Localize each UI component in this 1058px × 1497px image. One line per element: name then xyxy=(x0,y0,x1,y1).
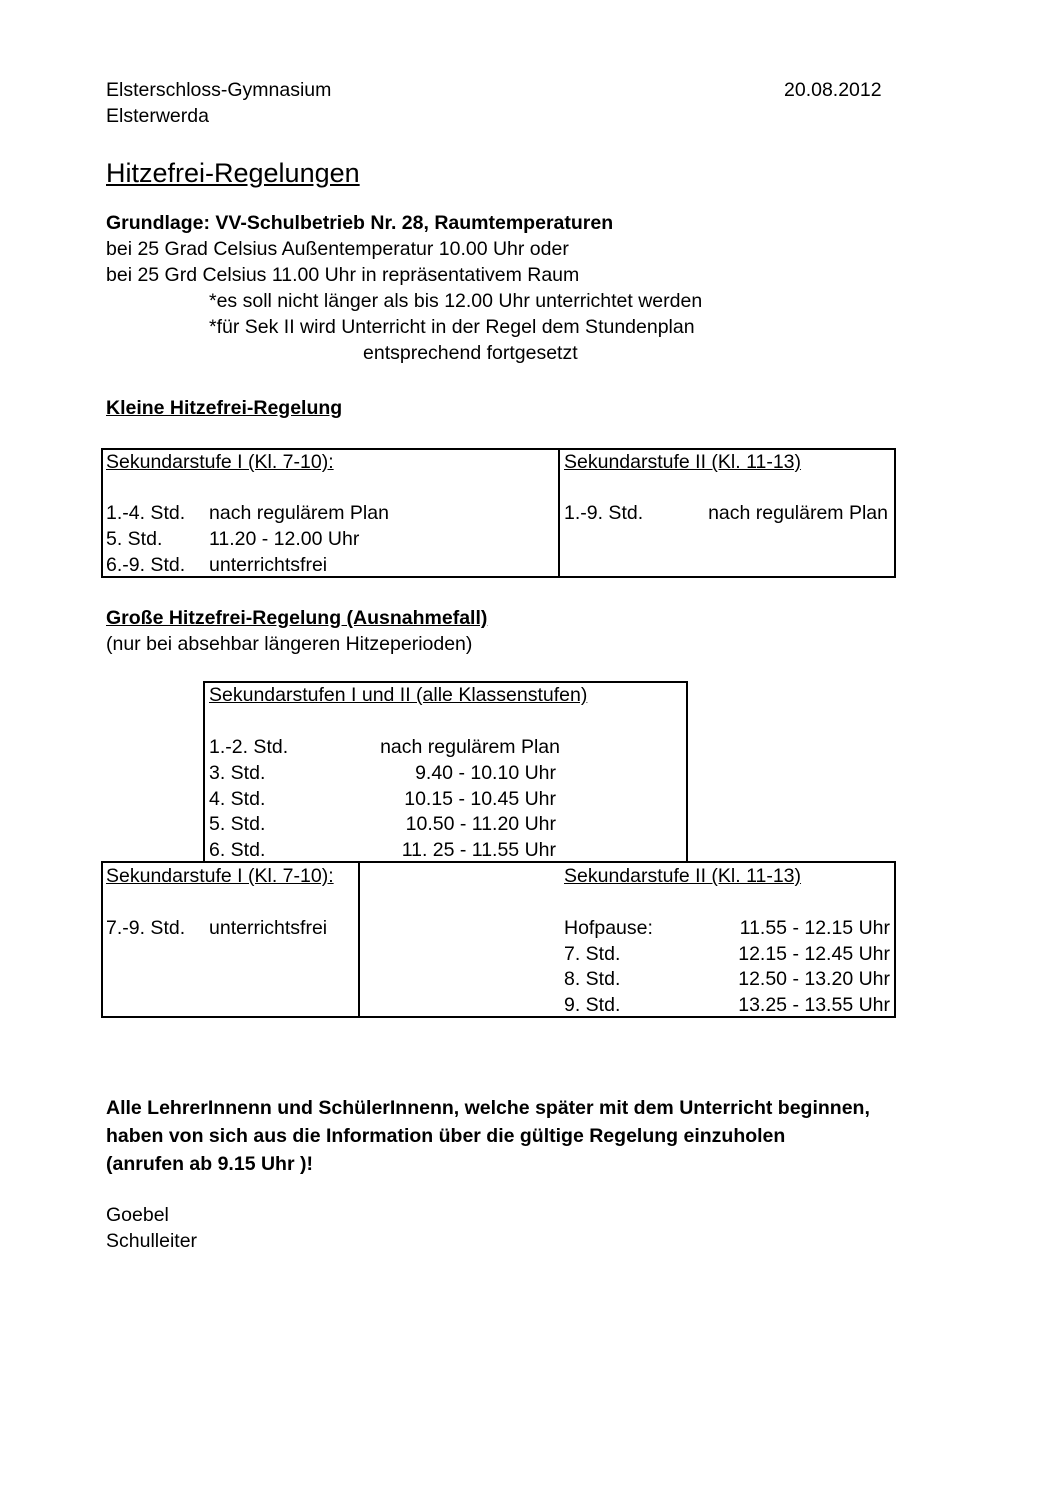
large-common-value: 10.50 - 11.20 Uhr xyxy=(405,813,556,835)
small-sek2-title: Sekundarstufe II (Kl. 11-13) xyxy=(564,451,802,473)
basis-note-1: *es soll nicht länger als bis 12.00 Uhr unterrichtet werden xyxy=(209,290,703,312)
large-sek2-period: 7. Std. xyxy=(564,943,621,965)
document-date: 20.08.2012 xyxy=(784,79,882,101)
basis-note-3: entsprechend fortgesetzt xyxy=(363,342,578,364)
basis-line-2: bei 25 Grd Celsius 11.00 Uhr in repräsentativem Raum xyxy=(106,264,580,286)
large-common-value: 11. 25 - 11.55 Uhr xyxy=(401,839,556,861)
large-sek2-title: Sekundarstufe II (Kl. 11-13) xyxy=(564,865,802,887)
small-sek1-period: 1.-4. Std. xyxy=(106,502,186,524)
large-sek2-value: 11.55 - 12.15 Uhr xyxy=(739,917,890,939)
small-sek1-period: 5. Std. xyxy=(106,528,163,550)
small-rule-divider xyxy=(558,448,560,578)
large-sek2-period: 8. Std. xyxy=(564,968,621,990)
large-rule-divider xyxy=(358,861,360,1018)
basis-line-1: bei 25 Grad Celsius Außentemperatur 10.00 Uhr oder xyxy=(106,238,569,260)
large-common-period: 6. Std. xyxy=(209,839,266,861)
basis-heading: Grundlage: VV-Schulbetrieb Nr. 28, Raumtemperaturen xyxy=(106,212,614,234)
large-common-title: Sekundarstufen I und II (alle Klassenstufen) xyxy=(209,684,588,706)
small-sek1-value: unterrichtsfrei xyxy=(209,554,328,576)
large-sek2-period: Hofpause: xyxy=(564,917,653,939)
notice-line-3: (anrufen ab 9.15 Uhr )! xyxy=(106,1153,313,1175)
notice-line-1: Alle LehrerInnenn und SchülerInnenn, welche später mit dem Unterricht beginnen, xyxy=(106,1097,870,1119)
common-box-left-border xyxy=(203,681,205,862)
large-sek1-title: Sekundarstufe I (Kl. 7-10): xyxy=(106,865,334,887)
large-sek1-value: unterrichtsfrei xyxy=(209,917,328,939)
small-rule-heading: Kleine Hitzefrei-Regelung xyxy=(106,397,343,419)
signature-name: Goebel xyxy=(106,1204,169,1226)
page-title: Hitzefrei-Regelungen xyxy=(106,158,360,188)
large-sek2-value: 12.50 - 13.20 Uhr xyxy=(738,968,890,990)
small-sek1-value: 11.20 - 12.00 Uhr xyxy=(209,528,360,550)
large-common-period: 4. Std. xyxy=(209,788,266,810)
large-sek2-value: 13.25 - 13.55 Uhr xyxy=(738,994,890,1016)
large-sek1-period: 7.-9. Std. xyxy=(106,917,186,939)
small-sek1-value: nach regulärem Plan xyxy=(209,502,389,524)
large-common-value: 9.40 - 10.10 Uhr xyxy=(415,762,556,784)
school-town: Elsterwerda xyxy=(106,105,209,127)
basis-note-2: *für Sek II wird Unterricht in der Regel dem Stundenplan xyxy=(209,316,695,338)
large-rule-heading: Große Hitzefrei-Regelung (Ausnahmefall) xyxy=(106,607,488,629)
large-common-value: 10.15 - 10.45 Uhr xyxy=(404,788,556,810)
small-sek1-title: Sekundarstufe I (Kl. 7-10): xyxy=(106,451,334,473)
large-common-period: 3. Std. xyxy=(209,762,266,784)
small-sek2-period: 1.-9. Std. xyxy=(564,502,644,524)
large-common-value: nach regulärem Plan xyxy=(380,736,560,758)
small-sek1-period: 6.-9. Std. xyxy=(106,554,186,576)
large-common-period: 5. Std. xyxy=(209,813,266,835)
large-sek2-value: 12.15 - 12.45 Uhr xyxy=(738,943,890,965)
large-sek2-period: 9. Std. xyxy=(564,994,621,1016)
signature-role: Schulleiter xyxy=(106,1230,198,1252)
common-box-right-border xyxy=(686,681,688,862)
large-common-period: 1.-2. Std. xyxy=(209,736,289,758)
small-sek2-value: nach regulärem Plan xyxy=(708,502,888,524)
large-rule-subheading: (nur bei absehbar längeren Hitzeperioden) xyxy=(106,633,473,655)
notice-line-2: haben von sich aus die Information über die gültige Regelung einzuholen xyxy=(106,1125,786,1147)
school-name: Elsterschloss-Gymnasium xyxy=(106,79,332,101)
